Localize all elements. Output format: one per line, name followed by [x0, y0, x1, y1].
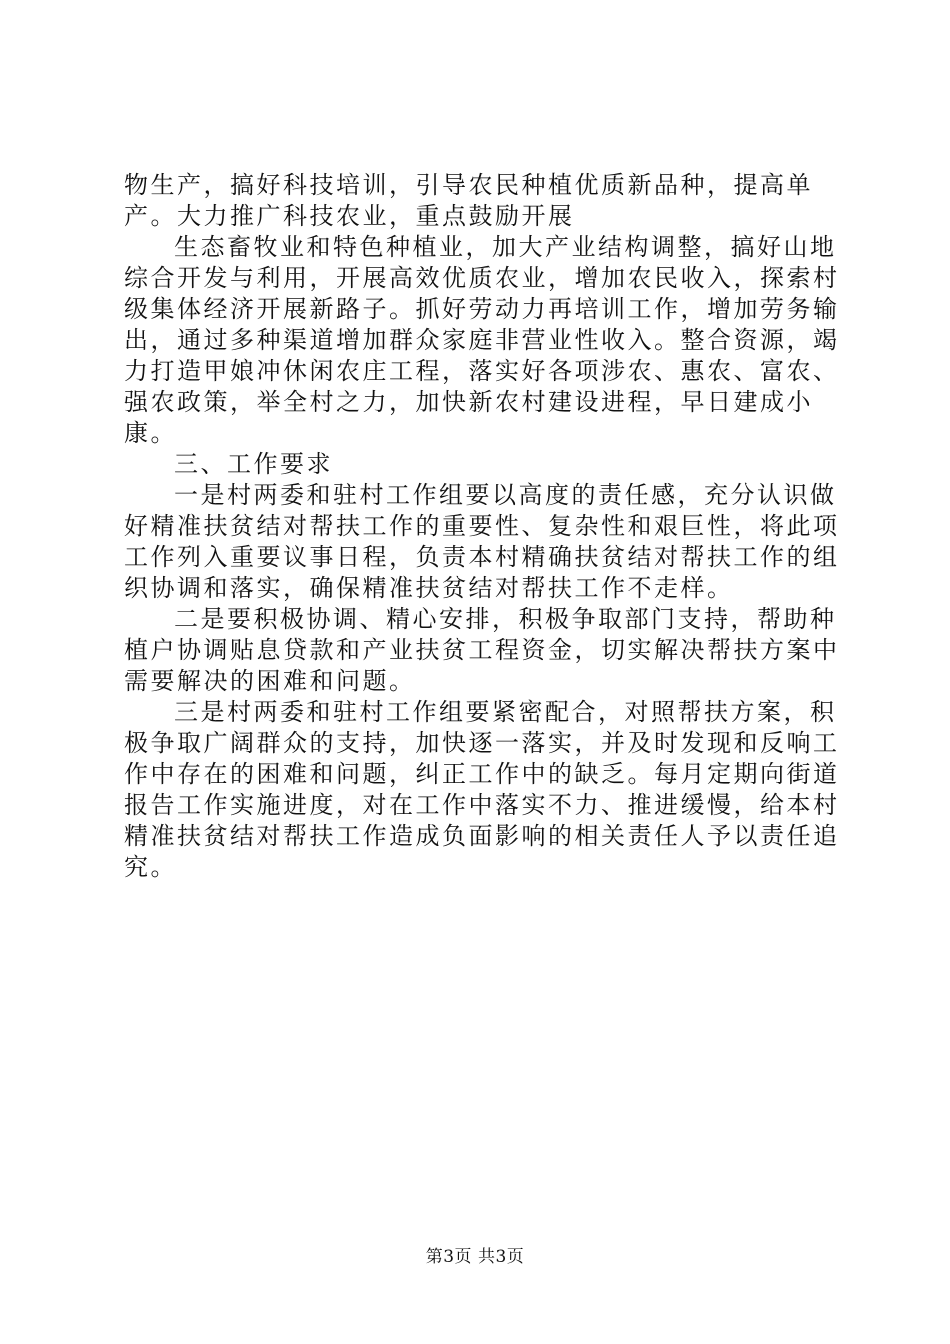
paragraph-requirement-three: 三是村两委和驻村工作组要紧密配合，对照帮扶方案，积极争取广阔群众的支持，加快逐一落实，并及时发现和反响工作中存在的困难和问题，纠正工作中的缺乏。每月定期向街道报告工作实施进度，对在工作中落实不力、推进缓慢，给本村精准扶贫结对帮扶工作造成负面影响的相关责任人予以责任追究。 — [124, 698, 840, 881]
page-footer — [0, 1242, 950, 1267]
paragraph-ecology-development: 生态畜牧业和特色种植业，加大产业结构调整，搞好山地综合开发与利用，开展高效优质农业，增加农民收入，探索村级集体经济开展新路子。抓好劳动力再培训工作，增加劳务输出，通过多种渠道增加群众家庭非营业性收入。整合资源，竭力打造甲娘冲休闲农庄工程，落实好各项涉农、惠农、富农、强农政策，举全村之力，加快新农村建设进程，早日建成小康。 — [124, 233, 840, 447]
paragraph-requirement-one: 一是村两委和驻村工作组要以高度的责任感，充分认识做好精准扶贫结对帮扶工作的重要性、复杂性和艰巨性，将此项工作列入重要议事日程，负责本村精确扶贫结对帮扶工作的组织协调和落实，确保精准扶贫结对帮扶工作不走样。 — [124, 481, 840, 602]
section-heading-work-requirements: 三、工作要求 — [174, 450, 333, 478]
page-number-label: 第3页 共3页 — [425, 1247, 525, 1267]
paragraph-continuation: 物生产，搞好科技培训，引导农民种植优质新品种，提高单产。大力推广科技农业，重点鼓励开展 — [124, 171, 813, 230]
document-body — [124, 170, 860, 883]
paragraph-requirement-two: 二是要积极协调、精心安排，积极争取部门支持，帮助种植户协调贴息贷款和产业扶贫工程资金，切实解决帮扶方案中需要解决的困难和问题。 — [124, 605, 840, 695]
